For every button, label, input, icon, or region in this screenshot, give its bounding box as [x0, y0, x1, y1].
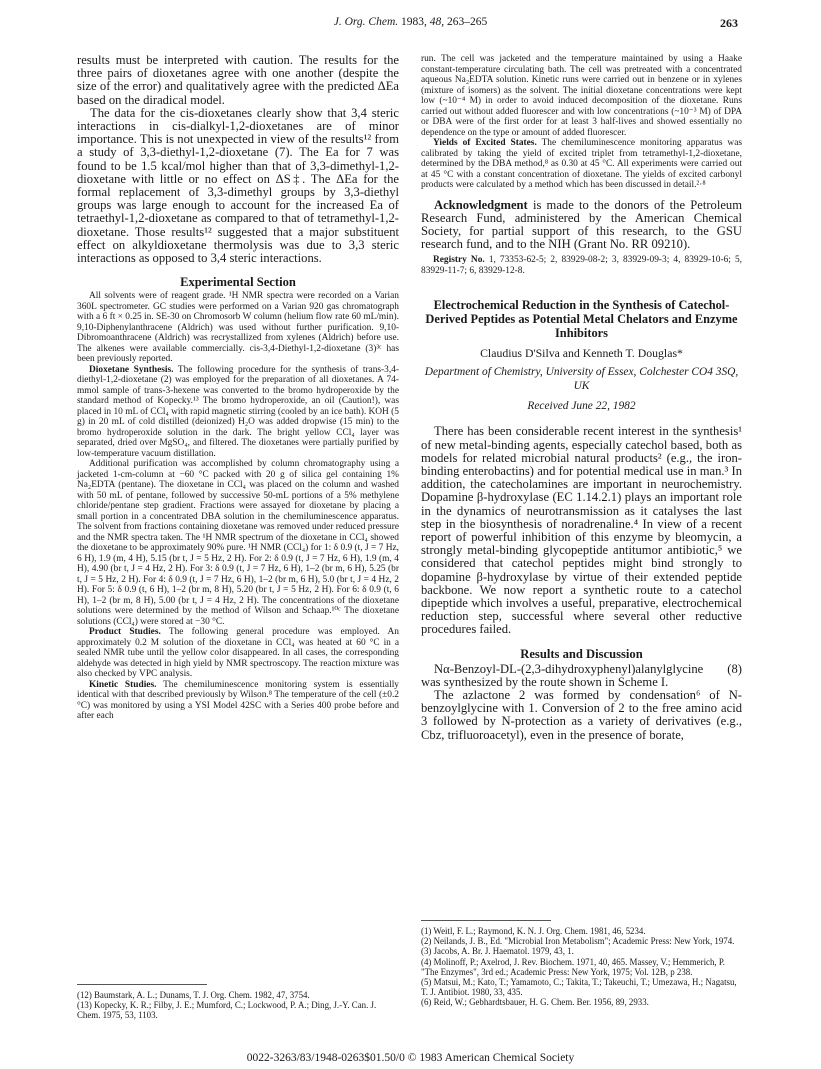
footnote-rule: [77, 984, 207, 985]
product-studies-paragraph: [77, 627, 399, 680]
purification-paragraph: Additional purification was accomplished by column chromatography using a jacketed 1-cm-column at −60 °C packed with 20 g of silica gel containing 1% Na₂EDTA (pentane). The dioxetane in CCl₄ was placed on the column and washed with 50 mL of pentane, followed by successive 50-mL portions of a 5% methylene chloride/pentane step gradient. Fractions were assayed for dioxetane by placing a small portion in a concentrated DBA solution in the chemiluminescence apparatus. The solvent from fractions containing dioxetane was removed under reduced pressure and the NMR spectra taken. The ¹H NMR spectrum of the dioxetane in CCl₄ showed the dioxetane to be approximately 90% pure. ¹H NMR (CCl₄) for 1: δ 0.9 (t, J = 7 Hz, 6 H), 1.9 (m, 4 H), 5.15 (br t, J = 5 Hz, 2 H). For 2: δ 0.9 (t, J = 7 Hz, 6 H), 1.9 (m, 4 H), 4.90 (br t, J = 4 Hz, 2 H). For 3: δ 0.9 (t, J = 7 Hz, 6 H), 1–2 (br m, 6 H), 5.25 (br t, J = 5 Hz, 2 H). For 4: δ 0.9 (t, J = 7 Hz, 6 H), 1–2 (br m, 6 H), 5.0 (br t, J = 4 Hz, 2 H). For 5: δ 0.9 (t, 6 H), 1–2 (br m, 8 H), 5.20 (br t, J = 5 Hz, 2 H). For 6: δ 0.9 (t, 6 H), 1–2 (br m, 8 H), 5.00 (br t, J = 4 Hz, 2 H). The concentrations of the dioxetane solutions were determined by the method of Wilson and Schaap.¹⁰ᶜ The dioxetane solutions (CCl₄) were stored at −30 °C.: [77, 459, 399, 627]
dioxetane-synthesis-paragraph: [77, 365, 399, 460]
intro-paragraph-2: The data for the cis-dioxetanes clearly show that 3,4 steric interactions in cis-dialkyl-1,2-dioxetanes are of minor importance. This is not unexpected in view of the results¹² from a study of 3,3-diethyl-1,2-dioxetane (7). The Ea for 7 was found to be 1.5 kcal/mol higher than that of 3,3-dimethyl-1,2-dioxetane with little or no effect on ΔS‡. The ΔEa for the formal replacement of 3,3-dimethyl groups by 3,3-diethyl groups was large enough to account for the increased Ea of tetraethyl-1,2-dioxetane as compared to that of tetramethyl-1,2-dioxetane. Those results¹² suggested that a major substituent effect on alkyldioxetane thermolysis was due to 3,3 steric interactions as opposed to 3,4 steric interactions.: [77, 105, 399, 266]
results-heading: Results and Discussion: [520, 646, 643, 661]
footnote: (1) Weitl, F. L.; Raymond, K. N. J. Org. Chem. 1981, 46, 5234.: [421, 926, 646, 936]
article-affiliation: Department of Chemistry, University of Essex, Colchester CO4 3SQ, UK: [424, 366, 739, 393]
kinetic-studies-title: Kinetic Studies.: [89, 679, 157, 690]
journal-pages: 263–265: [444, 16, 488, 28]
right-column: [421, 42, 742, 742]
footnote: (4) Molinoff, P.; Axelrod, J. Rev. Biochem. 1971, 40, 465. Massey, V.; Hemmerich, P. "The Enzymes", 3rd ed.; Academic Press: New York, 1975; Vol. 12B, p 238.: [421, 956, 726, 977]
results-paragraph-2: The azlactone 2 was formed by condensation⁶ of N-benzoylglycine with 1. Conversion of 2 to the free amino acid 3 followed by N-protection as a variety of derivatives (e.g., Cbz, trifluoroacetyl), even in the presence of borate,: [421, 687, 742, 742]
product-studies-text: The following general procedure was employed. An approximately 0.2 M solution of the dioxetane in CCl₄ was heated at 60 °C in a sealed NMR tube until the yellow color disappeared. In all cases, the corresponding aldehyde was detected in high yield by NMR spectroscopy. The reaction mixture was also checked by VPC analysis.: [77, 627, 399, 680]
dioxetane-synthesis-title: Dioxetane Synthesis.: [89, 364, 174, 375]
left-footnotes: [77, 984, 399, 1021]
article-title: Electrochemical Reduction in the Synthesis of Catechol-Derived Peptides as Potential Metal Chelators and Enzyme Inhibitors: [425, 298, 738, 341]
yields-text: The chemiluminescence monitoring apparatus was calibrated by taking the yield of excited triplet from tetramethyl-1,2-dioxetane, determined by the DBA method,⁸ as 0.30 at 45 °C. All experiments were carried out at 45 °C with a constant concentration of dioxetane. The yields of excited carbonyl products were calculated by a method which has been discussed in detail.²·⁸: [421, 138, 742, 190]
results-paragraph-1: Nα-Benzoyl-DL-(2,3-dihydroxyphenyl)alanylglycine (8) was synthesized by the route shown in Scheme I.: [421, 661, 742, 689]
registry-title: Registry No.: [433, 255, 485, 266]
footnote: (2) Neilands, J. B., Ed. "Microbial Iron Metabolism"; Academic Press: New York, 1974.: [421, 936, 735, 947]
run-paragraph: run. The cell was jacketed and the temperature maintained by using a Haake constant-temperature circulating bath. The cell was pretreated with a concentrated aqueous Na₂EDTA solution. Kinetic runs were carried out in benzene or in xylenes (mixture of isomers) as the solvent. The initial dioxetane concentrations were kept low (~10⁻⁴ M) in order to avoid induced decomposition of the dioxetane. Runs carried out without added fluorescer and with low concentrations (~10⁻³ M) of DPA or DBA were of the first order for at least 3 half-lives and showed essentially no dependence on the type or amount of added fluorescer.: [421, 54, 742, 138]
registry-paragraph: [421, 255, 742, 276]
intro-paragraph-1: results must be interpreted with caution. The results for the three pairs of dioxetanes agree with one another (despite the size of the error) and qualitatively agree with the predicted ΔEa based on the diradical model.: [77, 53, 399, 107]
acknowledgment-paragraph: [421, 199, 742, 252]
page-number: 263: [720, 16, 738, 30]
journal-year: 1983,: [401, 16, 430, 28]
journal-volume: 48,: [429, 16, 445, 28]
kinetic-studies-paragraph: [77, 680, 399, 722]
footnote: (3) Jacobs, A. Br. J. Haematol. 1979, 43, 1.: [421, 946, 574, 957]
footnote: (13) Kopecky, K. R.; Filby, J. E.; Mumford, C.; Lockwood, P. A.; Ding, J.-Y. Can. J. Chem. 1975, 53, 1103.: [77, 1000, 377, 1021]
product-studies-title: Product Studies.: [89, 627, 161, 638]
kinetic-studies-text: The chemiluminescence monitoring system is essentially identical with that described previously by Wilson.⁸ The temperature of the cell (±0.2 °C) was monitored by using a YSI Model 42SC with a Series 400 probe before and after each: [77, 679, 399, 722]
dioxetane-synthesis-text: The following procedure for the synthesis of trans-3,4-diethyl-1,2-dioxetane (2) was employed for the preparation of all dioxetanes. A 74-mmol sample of trans-3-hexene was converted to the bromo hydroperoxide by the standard method of Kopecky.¹³ The bromo hydroperoxide, an oil (Caution!), was placed in 10 mL of CCl₄ with rapid magnetic stirring (cooled by an ice bath). KOH (5 g) in 20 mL of cold distilled (deionized) H₂O was added dropwise (15 min) to the bromo hydroperoxide solution in the dark. The bright yellow CCl₄ layer was separated, dried over MgSO₄, and filtered. The dioxetanes were partially purified by low-temperature vacuum distillation.: [77, 364, 400, 459]
yields-title: Yields of Excited States.: [433, 138, 537, 148]
running-head: [0, 15, 821, 33]
journal-name: J. Org. Chem.: [333, 16, 399, 28]
copyright-footer: 0022-3263/83/1948-0263$01.50/0 © 1983 American Chemical Society: [246, 1052, 575, 1064]
left-column: [77, 42, 399, 722]
right-footnotes: [421, 920, 742, 1008]
article-intro-paragraph: There has been considerable recent interest in the synthesis¹ of new metal-binding agents, especially catechol based, both as models for related microbial natural products² (e.g., the iron-binding enterobactins) and for potential medical use in man.³ In addition, the catecholamines are important in neurochemistry. Dopamine β-hydroxylase (EC 1.14.2.1) plays an important role in the dynamics of neurotransmission as it catalyses the last step in the biosynthesis of noradrenaline.⁴ In view of a recent report of powerful inhibition of this enzyme by bleomycin, a strongly metal-binding glycopeptide antitumor antibiotic,⁵ we considered that catechol peptides might bind strongly to dopamine β-hydroxylase by virtue of their extended peptide backbone. We now report a synthetic route to a catechol dipeptide which involves a useful, preparative, electrochemical reduction step, successful where several other reductive procedures failed.: [421, 424, 742, 637]
experimental-heading: Experimental Section: [180, 275, 296, 290]
article-authors: Claudius D'Silva and Kenneth T. Douglas*: [480, 346, 683, 361]
footnote: (6) Reid, W.; Gebhardtsbauer, H. G. Chem. Ber. 1956, 89, 2933.: [421, 997, 649, 1008]
experimental-paragraph: All solvents were of reagent grade. ¹H NMR spectra were recorded on a Varian 360L spectrometer. GC studies were performed on a Varian 920 gas chromatograph with a 6 ft × 0.25 in. SE-30 on Chromosorb W column (helium flow rate 60 mL/min). 9,10-Diphenylanthracene (Aldrich) was used without further purification. 9,10-Dibromoanthracene (Aldrich) was recrystallized from xylenes (Aldrich) before use. The alkenes were available commercially. cis-3,4-Diethyl-1,2-dioxetane (3)³ᶜ has been previously reported.: [77, 291, 399, 365]
journal-citation: [0, 16, 821, 28]
footnote-rule: [421, 920, 551, 921]
acknowledgment-title: Acknowledgment: [434, 197, 528, 212]
yields-paragraph: [421, 138, 742, 191]
received-date: Received June 22, 1982: [527, 400, 636, 413]
registry-text: 1, 73353-62-5; 2, 83929-08-2; 3, 83929-09-3; 4, 83929-10-6; 5, 83929-11-7; 6, 83929-12-8.: [421, 255, 742, 276]
acknowledgment-text: is made to the donors of the Petroleum Research Fund, administered by the American Chemical Society, for partial support of this research, to the GSU research fund, and to the NIH (Grant No. RR 09210).: [421, 197, 742, 252]
footnote: (5) Matsui, M.; Kato, T.; Yamamoto, C.; Takita, T.; Takeuchi, T.; Umezawa, H.; Nagatsu, T. J. Antibiot. 1980, 33, 435.: [421, 977, 737, 998]
footnote: (12) Baumstark, A. L.; Dunams, T. J. Org. Chem. 1982, 47, 3754.: [77, 990, 310, 1000]
